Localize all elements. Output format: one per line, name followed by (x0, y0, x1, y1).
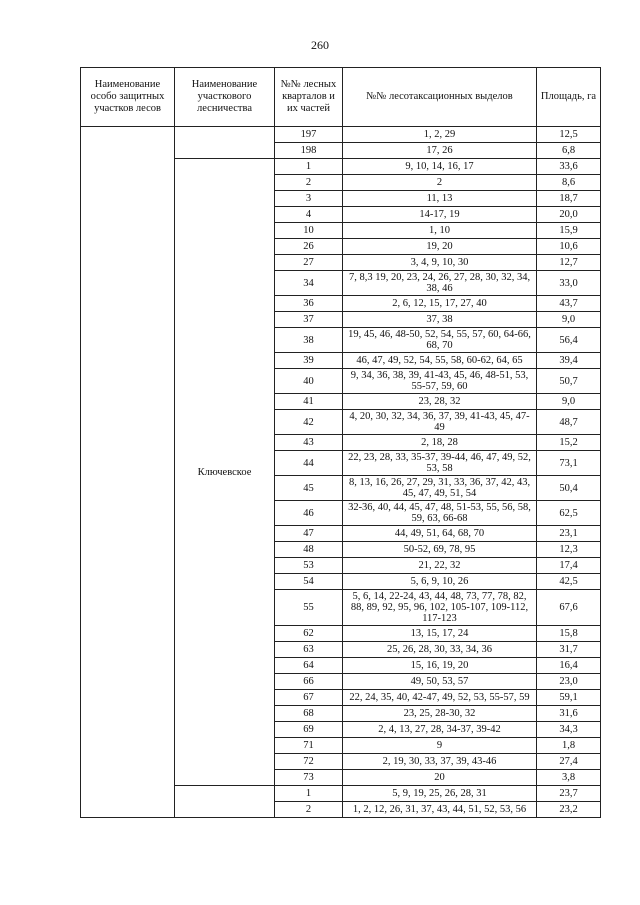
area-cell: 39,4 (537, 353, 601, 369)
quarter-cell: 73 (275, 770, 343, 786)
quarter-cell: 64 (275, 658, 343, 674)
quarter-cell: 72 (275, 754, 343, 770)
quarter-cell: 39 (275, 353, 343, 369)
plots-cell: 15, 16, 19, 20 (343, 658, 537, 674)
plots-cell: 23, 28, 32 (343, 394, 537, 410)
quarter-cell: 67 (275, 690, 343, 706)
quarter-cell: 1 (275, 159, 343, 175)
plots-cell: 49, 50, 53, 57 (343, 674, 537, 690)
forestry-cell (175, 786, 275, 818)
quarter-cell: 10 (275, 223, 343, 239)
plots-cell: 9, 34, 36, 38, 39, 41-43, 45, 46, 48-51, 53, 55-57, 59, 60 (343, 369, 537, 394)
plots-cell: 7, 8,3 19, 20, 23, 24, 26, 27, 28, 30, 32, 34, 38, 46 (343, 271, 537, 296)
area-cell: 23,2 (537, 802, 601, 818)
plots-cell: 17, 26 (343, 143, 537, 159)
area-cell: 17,4 (537, 558, 601, 574)
area-cell: 50,4 (537, 476, 601, 501)
quarter-cell: 37 (275, 312, 343, 328)
area-cell: 43,7 (537, 296, 601, 312)
quarter-cell: 48 (275, 542, 343, 558)
quarter-cell: 45 (275, 476, 343, 501)
quarter-cell: 198 (275, 143, 343, 159)
quarter-cell: 43 (275, 435, 343, 451)
quarter-cell: 63 (275, 642, 343, 658)
quarter-cell: 2 (275, 802, 343, 818)
plots-cell: 2, 6, 12, 15, 17, 27, 40 (343, 296, 537, 312)
quarter-cell: 4 (275, 207, 343, 223)
quarter-cell: 68 (275, 706, 343, 722)
quarter-cell: 34 (275, 271, 343, 296)
quarter-cell: 46 (275, 501, 343, 526)
col-header-quarter: №№ лесных кварталов и их частей (275, 68, 343, 127)
quarter-cell: 55 (275, 590, 343, 626)
quarter-cell: 197 (275, 127, 343, 143)
col-header-zone: Наименование особо защитных участков лесов (81, 68, 175, 127)
quarter-cell: 3 (275, 191, 343, 207)
plots-cell: 37, 38 (343, 312, 537, 328)
area-cell: 23,7 (537, 786, 601, 802)
quarter-cell: 38 (275, 328, 343, 353)
area-cell: 12,3 (537, 542, 601, 558)
plots-cell: 5, 6, 9, 10, 26 (343, 574, 537, 590)
area-cell: 50,7 (537, 369, 601, 394)
area-cell: 15,9 (537, 223, 601, 239)
table-header (81, 68, 601, 127)
area-cell: 23,0 (537, 674, 601, 690)
area-cell: 23,1 (537, 526, 601, 542)
area-cell: 6,8 (537, 143, 601, 159)
quarter-cell: 54 (275, 574, 343, 590)
area-cell: 48,7 (537, 410, 601, 435)
area-cell: 18,7 (537, 191, 601, 207)
area-cell: 33,6 (537, 159, 601, 175)
quarter-cell: 66 (275, 674, 343, 690)
area-cell: 73,1 (537, 451, 601, 476)
plots-cell: 46, 47, 49, 52, 54, 55, 58, 60-62, 64, 65 (343, 353, 537, 369)
area-cell: 15,8 (537, 626, 601, 642)
plots-cell: 13, 15, 17, 24 (343, 626, 537, 642)
area-cell: 31,7 (537, 642, 601, 658)
plots-cell: 3, 4, 9, 10, 30 (343, 255, 537, 271)
area-cell: 3,8 (537, 770, 601, 786)
quarter-cell: 42 (275, 410, 343, 435)
plots-cell: 2, 18, 28 (343, 435, 537, 451)
plots-cell: 5, 6, 14, 22-24, 43, 44, 48, 73, 77, 78, 82, 88, 89, 92, 95, 96, 102, 105-107, 109-112, 117-123 (343, 590, 537, 626)
col-header-area: Площадь, га (537, 68, 601, 127)
plots-cell: 2, 19, 30, 33, 37, 39, 43-46 (343, 754, 537, 770)
header-row (81, 68, 601, 127)
plots-cell: 9 (343, 738, 537, 754)
area-cell: 42,5 (537, 574, 601, 590)
forestry-cell (175, 127, 275, 159)
plots-cell: 1, 2, 29 (343, 127, 537, 143)
plots-cell: 19, 20 (343, 239, 537, 255)
area-cell: 1,8 (537, 738, 601, 754)
area-cell: 16,4 (537, 658, 601, 674)
quarter-cell: 62 (275, 626, 343, 642)
plots-cell: 11, 13 (343, 191, 537, 207)
plots-cell: 19, 45, 46, 48-50, 52, 54, 55, 57, 60, 64-66, 68, 70 (343, 328, 537, 353)
plots-cell: 5, 9, 19, 25, 26, 28, 31 (343, 786, 537, 802)
plots-cell: 1, 10 (343, 223, 537, 239)
plots-cell: 8, 13, 16, 26, 27, 29, 31, 33, 36, 37, 42, 43, 45, 47, 49, 51, 54 (343, 476, 537, 501)
quarter-cell: 69 (275, 722, 343, 738)
area-cell: 20,0 (537, 207, 601, 223)
forest-zones-table (80, 67, 601, 818)
forestry-cell: Ключевское (175, 159, 275, 786)
table-row (81, 127, 601, 143)
area-cell: 33,0 (537, 271, 601, 296)
area-cell: 8,6 (537, 175, 601, 191)
quarter-cell: 40 (275, 369, 343, 394)
col-header-forestry: Наименование участкового лесничества (175, 68, 275, 127)
plots-cell: 32-36, 40, 44, 45, 47, 48, 51-53, 55, 56, 58, 59, 63, 66-68 (343, 501, 537, 526)
quarter-cell: 71 (275, 738, 343, 754)
quarter-cell: 41 (275, 394, 343, 410)
table-body (81, 127, 601, 818)
quarter-cell: 26 (275, 239, 343, 255)
area-cell: 59,1 (537, 690, 601, 706)
plots-cell: 1, 2, 12, 26, 31, 37, 43, 44, 51, 52, 53, 56 (343, 802, 537, 818)
area-cell: 56,4 (537, 328, 601, 353)
plots-cell: 4, 20, 30, 32, 34, 36, 37, 39, 41-43, 45, 47-49 (343, 410, 537, 435)
area-cell: 12,7 (537, 255, 601, 271)
quarter-cell: 47 (275, 526, 343, 542)
area-cell: 27,4 (537, 754, 601, 770)
area-cell: 34,3 (537, 722, 601, 738)
plots-cell: 22, 23, 28, 33, 35-37, 39-44, 46, 47, 49, 52, 53, 58 (343, 451, 537, 476)
zone-cell (81, 127, 175, 818)
plots-cell: 2 (343, 175, 537, 191)
page-number: 260 (311, 38, 329, 52)
area-cell: 9,0 (537, 394, 601, 410)
quarter-cell: 44 (275, 451, 343, 476)
plots-cell: 2, 4, 13, 27, 28, 34-37, 39-42 (343, 722, 537, 738)
quarter-cell: 36 (275, 296, 343, 312)
plots-cell: 9, 10, 14, 16, 17 (343, 159, 537, 175)
area-cell: 31,6 (537, 706, 601, 722)
quarter-cell: 2 (275, 175, 343, 191)
area-cell: 10,6 (537, 239, 601, 255)
area-cell: 12,5 (537, 127, 601, 143)
area-cell: 67,6 (537, 590, 601, 626)
col-header-plots: №№ лесотаксационных выделов (343, 68, 537, 127)
plots-cell: 20 (343, 770, 537, 786)
plots-cell: 14-17, 19 (343, 207, 537, 223)
area-cell: 15,2 (537, 435, 601, 451)
plots-cell: 44, 49, 51, 64, 68, 70 (343, 526, 537, 542)
plots-cell: 25, 26, 28, 30, 33, 34, 36 (343, 642, 537, 658)
area-cell: 9,0 (537, 312, 601, 328)
quarter-cell: 53 (275, 558, 343, 574)
area-cell: 62,5 (537, 501, 601, 526)
quarter-cell: 27 (275, 255, 343, 271)
plots-cell: 21, 22, 32 (343, 558, 537, 574)
plots-cell: 22, 24, 35, 40, 42-47, 49, 52, 53, 55-57, 59 (343, 690, 537, 706)
plots-cell: 23, 25, 28-30, 32 (343, 706, 537, 722)
quarter-cell: 1 (275, 786, 343, 802)
plots-cell: 50-52, 69, 78, 95 (343, 542, 537, 558)
